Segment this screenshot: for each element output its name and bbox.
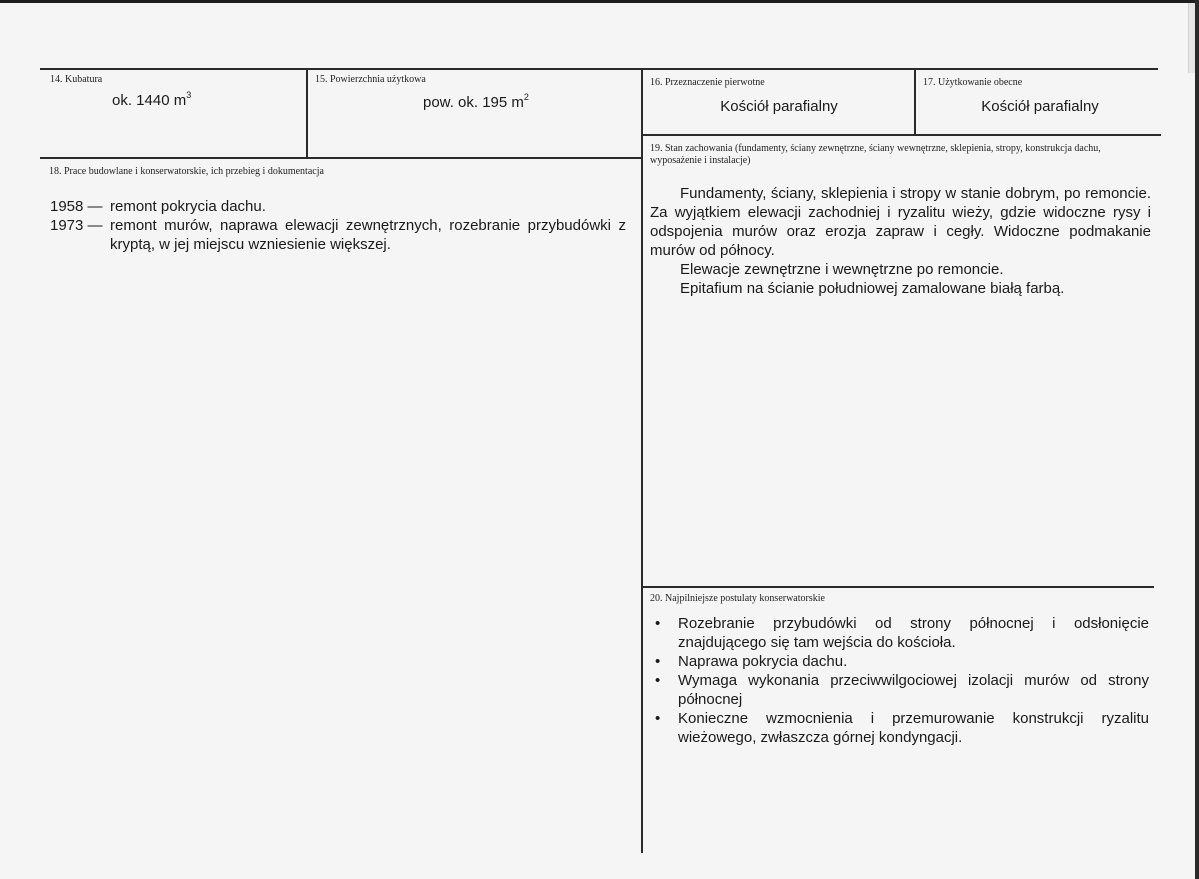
works-entry-text: remont murów, naprawa elewacji zewnętrznych, rozebranie przybudówki z kryptą, w jej miejscu wzniesienie większej.: [110, 217, 626, 253]
works-entry-year: 1958 —: [50, 198, 103, 215]
works-entry-year: 1973 —: [50, 217, 103, 234]
scan-top-edge: [0, 0, 1199, 3]
condition-text: [650, 184, 1151, 298]
condition-paragraph: Fundamenty, ściany, sklepienia i stropy w stanie dobrym, po remoncie. Za wyjątkiem elewacji zachodniej i ryzalitu wieży, gdzie widoczne rysy i odspojenia murów oraz erozja zapraw i cegły. Widoczne podmakanie murów od północy.: [650, 185, 1151, 259]
top-rule: [40, 68, 1158, 70]
field-14-unit-exponent: 3: [186, 90, 192, 100]
field-18-label: 18. Prace budowlane i konserwatorskie, ich przebieg i dokumentacja: [49, 166, 324, 177]
works-entry: [50, 197, 626, 216]
field-19-label: 19. Stan zachowania (fundamenty, ściany zewnętrzne, ściany wewnętrzne, sklepienia, stropy, konstrukcja dachu, wyposażenie i instalacje): [650, 143, 1101, 166]
field-15-value: [423, 94, 529, 112]
field-16-value: Kościół parafialny: [720, 98, 838, 115]
works-list: [50, 197, 626, 254]
field-14-label: 14. Kubatura: [50, 74, 103, 85]
field-20-label: 20. Najpilniejsze postulaty konserwatorskie: [650, 593, 825, 604]
postulates-list: [650, 614, 1149, 747]
postulate-text: Rozebranie przybudówki od strony północnej i odsłonięcie znajdującego się tam wejścia do kościoła.: [678, 615, 1149, 651]
field-16-label: 16. Przeznaczenie pierwotne: [650, 77, 765, 88]
bullet-icon: •: [655, 615, 661, 632]
bullet-icon: •: [655, 653, 661, 670]
field-14-value: [112, 92, 191, 110]
field-15-value-text: pow. ok. 195 m: [423, 94, 524, 111]
postulate-item: [650, 652, 1149, 671]
postulate-text: Wymaga wykonania przeciwwilgociowej izolacji murów od strony północnej: [678, 672, 1149, 708]
postulate-item: [650, 614, 1149, 652]
field-14-value-text: ok. 1440 m: [112, 92, 187, 109]
works-entry-text: remont pokrycia dachu.: [110, 198, 266, 215]
field-15-unit-exponent: 2: [523, 92, 529, 102]
postulate-item: [650, 671, 1149, 709]
field-17-value: Kościół parafialny: [981, 98, 1099, 115]
divider-14-15: [306, 68, 308, 158]
rule-under-16-17: [642, 134, 1161, 136]
works-entry: [50, 216, 626, 254]
postulate-text: Konieczne wzmocnienia i przemurowanie konstrukcji ryzalitu wieżowego, zwłaszcza górnej kondyngacji.: [678, 710, 1149, 746]
field-15-label: 15. Powierzchnia użytkowa: [315, 74, 426, 85]
scan-right-edge: [1195, 0, 1199, 879]
field-17-label: 17. Użytkowanie obecne: [923, 77, 1023, 88]
bullet-icon: •: [655, 672, 661, 689]
rule-under-14-15: [40, 157, 642, 159]
postulate-text: Naprawa pokrycia dachu.: [678, 653, 848, 670]
main-column-divider: [641, 68, 643, 853]
rule-above-20: [642, 586, 1154, 588]
condition-paragraph: Elewacje zewnętrzne i wewnętrzne po remoncie.: [680, 261, 1004, 278]
postulate-item: [650, 709, 1149, 747]
bullet-icon: •: [655, 710, 661, 727]
condition-paragraph: Epitafium na ścianie południowej zamalowane białą farbą.: [680, 280, 1065, 297]
